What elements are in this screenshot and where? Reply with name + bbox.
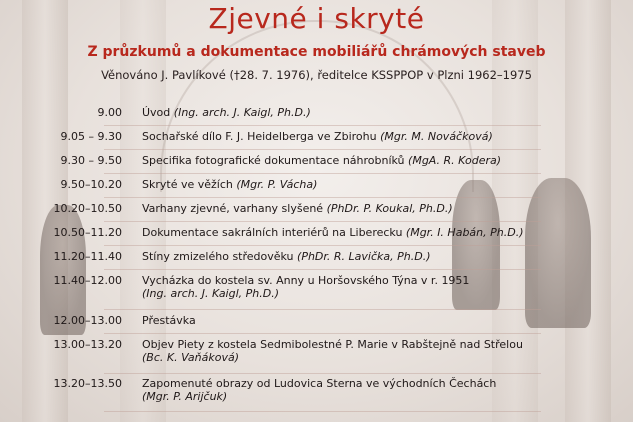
program-time: 13.00–13.20 [53, 338, 122, 351]
divider [104, 411, 541, 412]
divider [104, 125, 541, 126]
program-time: 10.20–10.50 [53, 202, 122, 215]
program-time: 11.20–11.40 [53, 250, 122, 263]
program-item [142, 202, 612, 215]
program-speaker: (Bc. K. Vaňáková) [142, 351, 240, 364]
program-item [142, 274, 612, 300]
program-title: Stíny zmizelého středověku [142, 250, 294, 263]
program-title: Vycházka do kostela sv. Anny u Horšovského Týna v r. 1951 [142, 274, 470, 287]
program-time: 11.40–12.00 [53, 274, 122, 287]
program-time: 13.20–13.50 [53, 377, 122, 390]
program-item [142, 314, 612, 327]
program-title: Přestávka [142, 314, 196, 327]
program-time: 9.50–10.20 [60, 178, 122, 191]
program-time: 12.00–13.00 [53, 314, 122, 327]
program-title: Objev Piety z kostela Sedmibolestné P. Marie v Rabštejně nad Střelou [142, 338, 523, 351]
page-title: Zjevné i skryté [208, 2, 425, 35]
program-item [142, 130, 612, 143]
page-subtitle: Z průzkumů a dokumentace mobiliářů chrámových staveb [87, 44, 546, 60]
program-title: Zapomenuté obrazy od Ludovica Sterna ve východních Čechách [142, 377, 497, 390]
program-title: Varhany zjevné, varhany slyšené [142, 202, 324, 215]
program-title: Specifika fotografické dokumentace náhrobníků [142, 154, 405, 167]
divider [104, 245, 541, 246]
program-title: Skryté ve věžích [142, 178, 233, 191]
divider [104, 309, 541, 310]
program-speaker: (MgA. R. Kodera) [408, 154, 502, 167]
divider [104, 221, 541, 222]
program-item [142, 226, 612, 239]
program-item [142, 338, 612, 364]
program-time: 10.50–11.20 [53, 226, 122, 239]
program-item [142, 250, 612, 263]
program-item [142, 106, 612, 119]
program-speaker: (PhDr. P. Koukal, Ph.D.) [326, 202, 453, 215]
program-speaker: (Ing. arch. J. Kaigl, Ph.D.) [142, 287, 280, 300]
program-title: Dokumentace sakrálních interiérů na Liberecku [142, 226, 403, 239]
program-speaker: (Ing. arch. J. Kaigl, Ph.D.) [173, 106, 311, 119]
program-speaker: (PhDr. R. Lavička, Ph.D.) [297, 250, 431, 263]
program-title: Úvod [142, 106, 171, 119]
dedication: Věnováno J. Pavlíkové (†28. 7. 1976), ředitelce KSSPPOP v Plzni 1962–1975 [101, 68, 532, 82]
program-speaker: (Mgr. P. Vácha) [236, 178, 318, 191]
divider [104, 269, 541, 270]
divider [104, 333, 541, 334]
program-time: 9.00 [97, 106, 122, 119]
program-title: Sochařské dílo F. J. Heidelberga ve Zbirohu [142, 130, 377, 143]
program-time: 9.05 – 9.30 [60, 130, 122, 143]
divider [104, 149, 541, 150]
divider [104, 373, 541, 374]
divider [104, 197, 541, 198]
program-speaker: (Mgr. P. Arijčuk) [142, 390, 228, 403]
program-item [142, 154, 612, 167]
program-item [142, 178, 612, 191]
program-time: 9.30 – 9.50 [60, 154, 122, 167]
divider [104, 173, 541, 174]
program-speaker: (Mgr. M. Nováčková) [380, 130, 493, 143]
program-speaker: (Mgr. I. Habán, Ph.D.) [405, 226, 524, 239]
program-item [142, 377, 612, 403]
